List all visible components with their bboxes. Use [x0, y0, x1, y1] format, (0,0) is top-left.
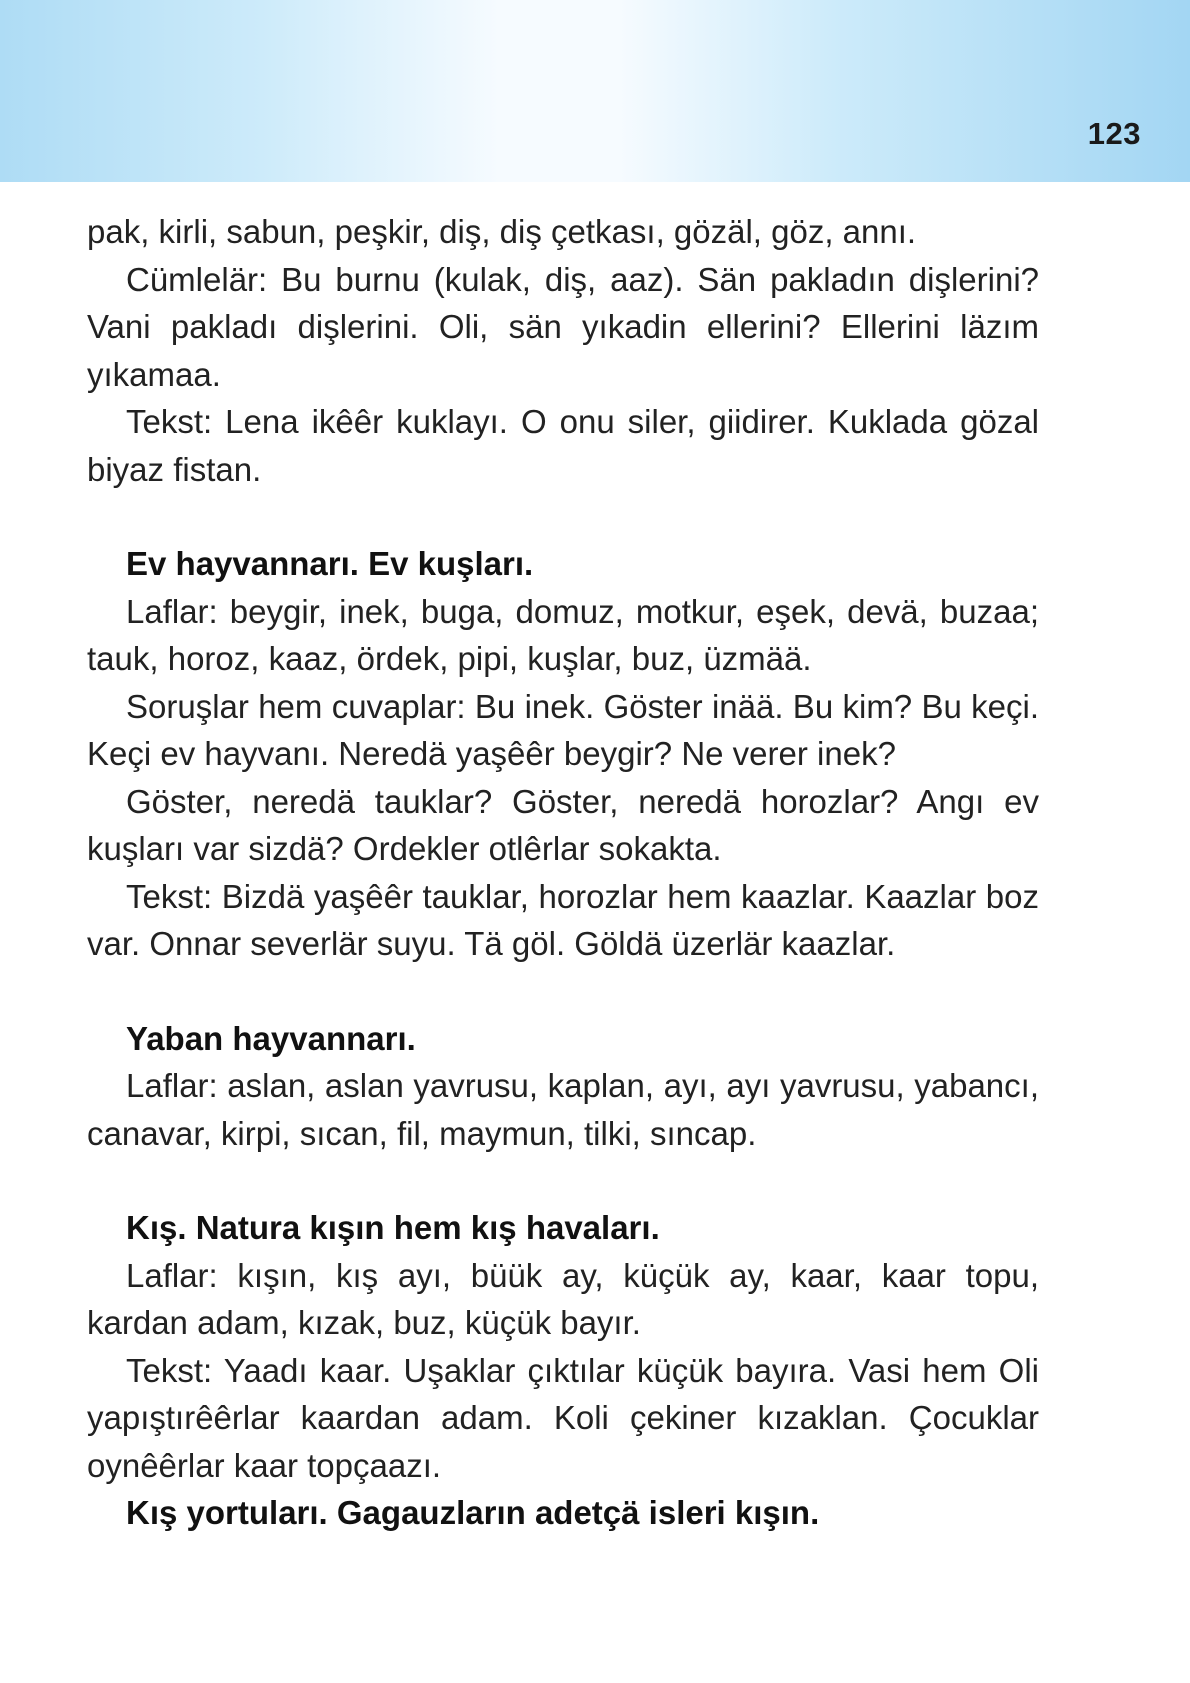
- page-body: [87, 208, 1039, 1537]
- section-heading-domestic-animals: Ev hayvannarı. Ev kuşları.: [126, 545, 534, 582]
- section-heading-winter: Kış. Natura kışın hem kış havaları.: [126, 1209, 660, 1246]
- section-heading-wild-animals: Yaban hayvannarı.: [126, 1019, 416, 1057]
- page-header-band: [0, 0, 1190, 182]
- words-paragraph: Laflar: kışın, kış ayı, büük ay, küçük ay, kaar, kaar topu, kardan adam, kızak, buz, küçük bayır.: [87, 1256, 1039, 1341]
- section-spacer: [87, 1157, 1039, 1204]
- words-paragraph: Laflar: aslan, aslan yavrusu, kaplan, ayı, ayı yavrusu, yabancı, canavar, kirpi, sıcan, fil, maymun, tilki, sıncap.: [87, 1067, 1039, 1152]
- sentences-paragraph: Cümlelär: Bu burnu (kulak, diş, aaz). Sän pakladın dişlerini? Vani pakladı dişlerini. Oli, sän yıkadin ellerini? Ellerini läzım yıkamaa.: [87, 260, 1039, 393]
- words-paragraph: Laflar: beygir, inek, buga, domuz, motkur, eşek, devä, buzaa; tauk, horoz, kaaz, ördek, pipi, kuşlar, buz, üzmää.: [87, 592, 1039, 677]
- page-number: 123: [1087, 116, 1141, 151]
- section-spacer: [87, 968, 1039, 1015]
- questions-answers-paragraph: Soruşlar hem cuvaplar: Bu inek. Göster inää. Bu kim? Bu keçi. Keçi ev hayvanı. Neredä yaşêêr beygir? Ne verer inek?: [87, 687, 1039, 772]
- section-spacer: [87, 493, 1039, 540]
- words-continuation: pak, kirli, sabun, peşkir, diş, diş çetkası, gözäl, göz, annı.: [87, 213, 917, 250]
- section-heading-winter-holidays: Kış yortuları. Gagauzların adetçä isleri kışın.: [126, 1494, 820, 1531]
- text-paragraph: Tekst: Lena ikêêr kuklayı. O onu siler, giidirer. Kuklada gözal biyaz fistan.: [87, 403, 1039, 488]
- questions-paragraph: Göster, neredä tauklar? Göster, neredä horozlar? Angı ev kuşları var sizdä? Ordekler otlêrlar sokakta.: [87, 782, 1039, 867]
- text-paragraph: Tekst: Yaadı kaar. Uşaklar çıktılar küçük bayıra. Vasi hem Oli yapıştırêêrlar kaardan adam. Koli çekiner kızaklan. Çocuklar oynêêrlar kaar topçaazı.: [87, 1351, 1039, 1484]
- text-paragraph: Tekst: Bizdä yaşêêr tauklar, horozlar hem kaazlar. Kaazlar boz var. Onnar severlär suyu. Tä göl. Göldä üzerlär kaazlar.: [87, 877, 1039, 962]
